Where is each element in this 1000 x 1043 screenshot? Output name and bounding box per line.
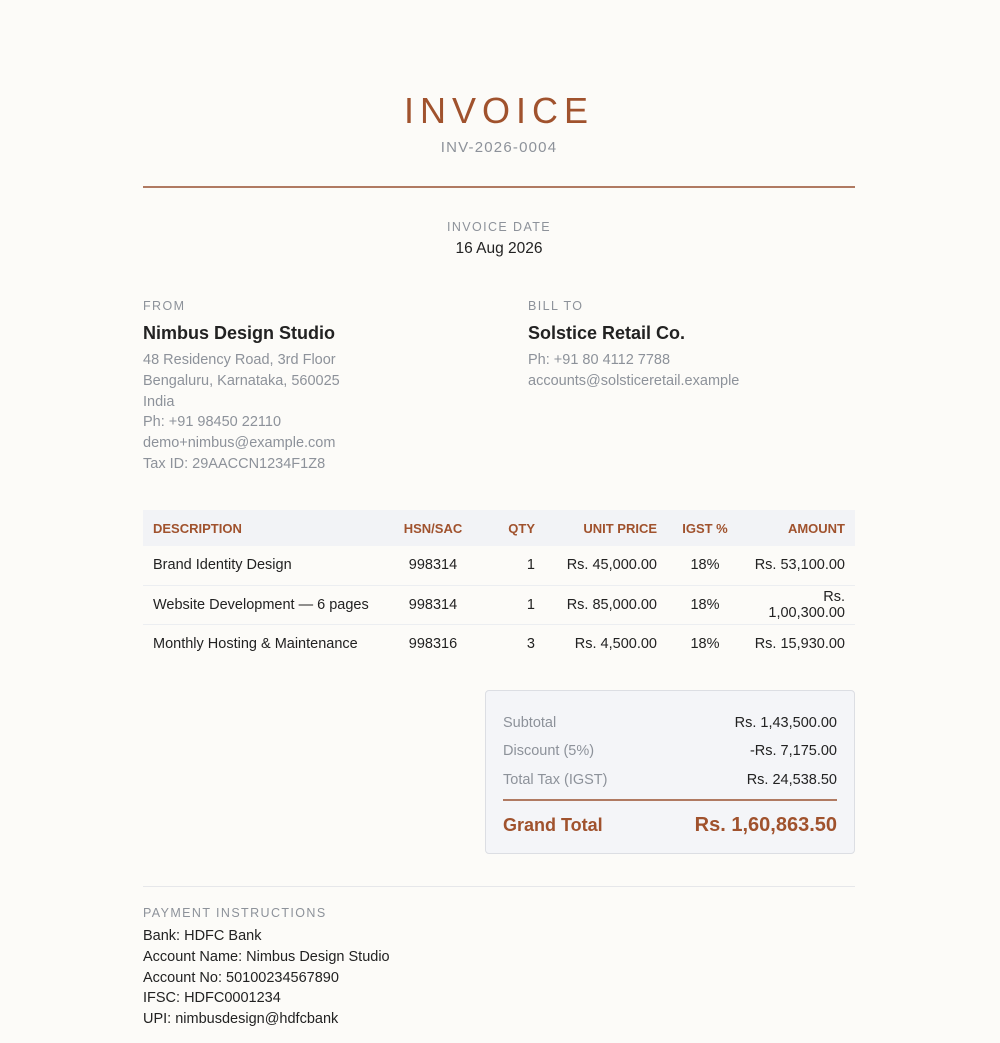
from-name: Nimbus Design Studio bbox=[143, 323, 336, 343]
column-header-description: DESCRIPTION bbox=[143, 510, 387, 546]
from-label: FROM bbox=[143, 299, 186, 313]
cell-description: Brand Identity Design bbox=[143, 546, 387, 585]
payment-account-name: Account Name: Nimbus Design Studio bbox=[143, 948, 390, 965]
totals-box bbox=[485, 690, 855, 854]
cell-amount: Rs. 15,930.00 bbox=[754, 635, 845, 652]
payment-account-number: Account No: 50100234567890 bbox=[143, 969, 339, 986]
cell-hsn-sac: 998316 bbox=[408, 635, 458, 652]
tax-row bbox=[503, 766, 837, 794]
payment-ifsc: IFSC: HDFC0001234 bbox=[143, 990, 281, 1007]
column-header-unit-price: UNIT PRICE bbox=[545, 510, 667, 546]
bill-to-label: BILL TO bbox=[528, 299, 584, 313]
subtotal-label: Subtotal bbox=[503, 715, 557, 732]
from-address-line: 48 Residency Road, 3rd Floor bbox=[143, 352, 336, 368]
payment-label: PAYMENT INSTRUCTIONS bbox=[143, 906, 327, 920]
cell-amount: Rs. 53,100.00 bbox=[743, 546, 855, 585]
cell-igst: 18% bbox=[667, 585, 743, 624]
column-header-igst: IGST % bbox=[667, 510, 743, 546]
column-header-qty: QTY bbox=[479, 510, 545, 546]
discount-value: -Rs. 7,175.00 bbox=[749, 743, 837, 760]
cell-description: Website Development — 6 pages bbox=[143, 585, 387, 624]
tax-label: Total Tax (IGST) bbox=[503, 771, 608, 788]
table-header-row bbox=[143, 510, 855, 546]
bill-to-section bbox=[528, 299, 868, 392]
from-phone: Ph: +91 98450 22110 bbox=[143, 414, 282, 431]
cell-unit-price: Rs. 4,500.00 bbox=[574, 635, 657, 652]
invoice-number: INV-2026-0004 bbox=[440, 139, 558, 156]
cell-amount: Rs. 1,00,300.00 bbox=[743, 585, 855, 624]
grand-total-value: Rs. 1,60,863.50 bbox=[694, 814, 837, 837]
tax-value: Rs. 24,538.50 bbox=[746, 771, 837, 788]
cell-qty: 3 bbox=[526, 635, 535, 652]
bill-to-name: Solstice Retail Co. bbox=[528, 323, 686, 343]
subtotal-value: Rs. 1,43,500.00 bbox=[734, 715, 837, 732]
column-header-amount: AMOUNT bbox=[743, 510, 855, 546]
from-tax-id: Tax ID: 29AACCN1234F1Z8 bbox=[143, 455, 326, 472]
column-header-hsn-sac: HSN/SAC bbox=[387, 510, 479, 546]
grand-total-label: Grand Total bbox=[503, 815, 603, 836]
payment-bank: Bank: HDFC Bank bbox=[143, 928, 262, 944]
discount-label: Discount (5%) bbox=[503, 743, 595, 760]
cell-igst: 18% bbox=[690, 635, 720, 652]
from-email: demo+nimbus@example.com bbox=[143, 435, 336, 452]
bill-to-email: accounts@solsticeretail.example bbox=[528, 372, 740, 389]
cell-qty: 1 bbox=[479, 546, 545, 585]
from-city-line: Bengaluru, Karnataka, 560025 bbox=[143, 372, 340, 389]
invoice-title: INVOICE bbox=[403, 90, 595, 131]
invoice-date-value: 16 Aug 2026 bbox=[455, 240, 543, 257]
table-row bbox=[143, 546, 855, 585]
payment-upi: UPI: nimbusdesign@hdfcbank bbox=[143, 1011, 339, 1028]
invoice-date-label: INVOICE DATE bbox=[446, 220, 552, 234]
bill-to-phone: Ph: +91 80 4112 7788 bbox=[528, 352, 671, 368]
header-divider bbox=[143, 186, 855, 188]
cell-qty: 1 bbox=[479, 585, 545, 624]
footer-divider bbox=[143, 886, 855, 887]
from-country-line: India bbox=[143, 393, 175, 410]
grand-total-row bbox=[503, 811, 837, 841]
table-row bbox=[143, 585, 855, 624]
discount-row bbox=[503, 737, 837, 765]
cell-description: Monthly Hosting & Maintenance bbox=[153, 635, 358, 652]
cell-igst: 18% bbox=[667, 546, 743, 585]
payment-instructions bbox=[143, 906, 855, 1030]
line-items-table bbox=[143, 510, 855, 663]
from-section bbox=[143, 299, 483, 475]
cell-unit-price: Rs. 45,000.00 bbox=[545, 546, 667, 585]
subtotal-row bbox=[503, 709, 837, 737]
cell-hsn-sac: 998314 bbox=[387, 585, 479, 624]
cell-unit-price: Rs. 85,000.00 bbox=[545, 585, 667, 624]
cell-hsn-sac: 998314 bbox=[387, 546, 479, 585]
totals-divider bbox=[503, 799, 837, 801]
table-row bbox=[143, 624, 855, 663]
